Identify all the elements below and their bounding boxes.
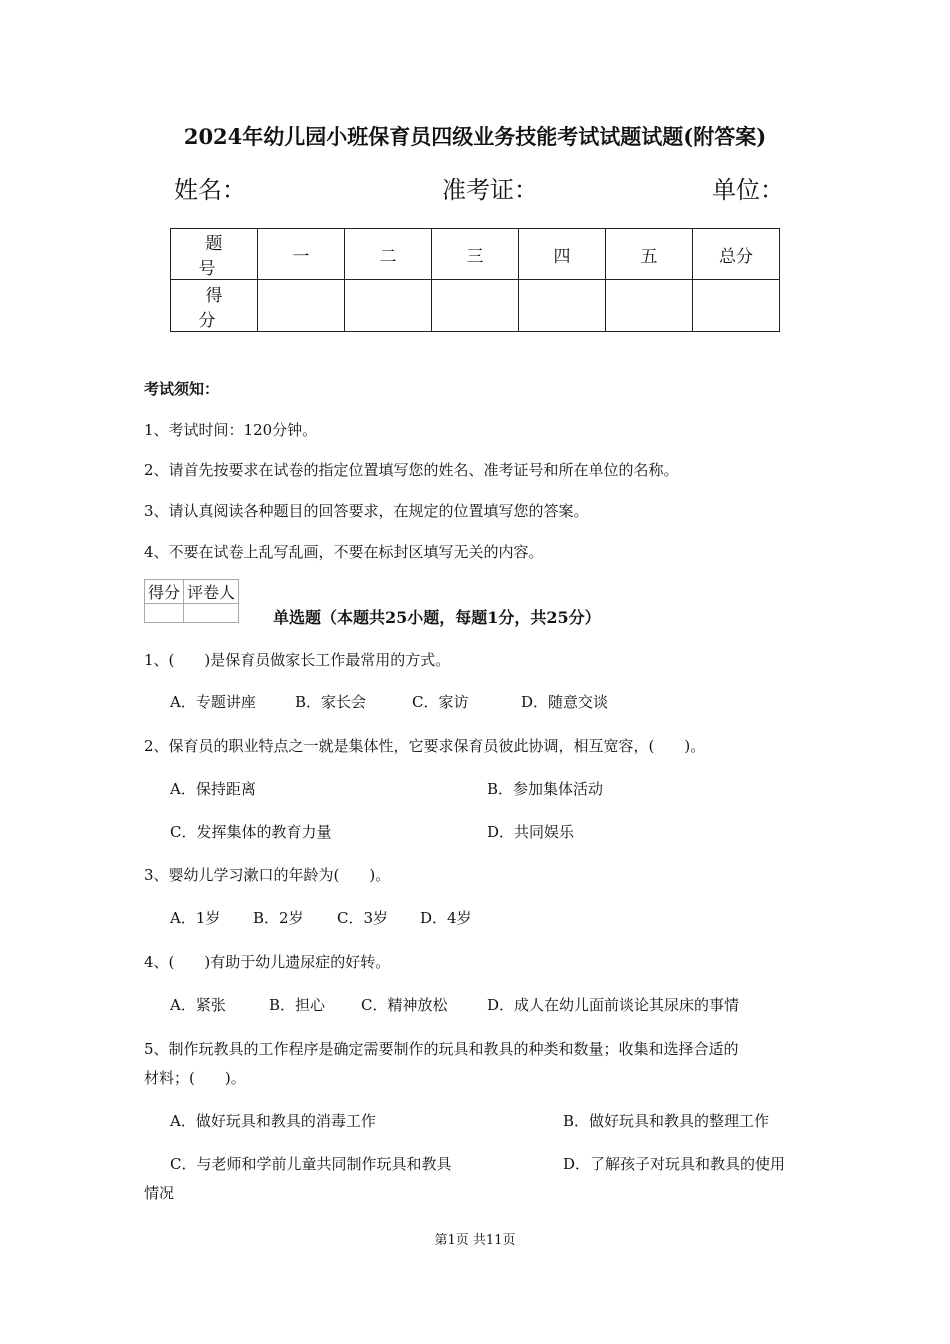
- question-stem-continued: 材料；( )。: [144, 1069, 246, 1087]
- score-table: [170, 228, 780, 332]
- score-table-header-cell: 四: [519, 229, 606, 280]
- grader-box: [144, 579, 239, 623]
- name-label: 姓名：: [174, 176, 246, 204]
- score-row-label: 得 分: [171, 280, 258, 332]
- score-table-header-cell: 题 号: [171, 229, 258, 280]
- question-stem: 4、( )有助于幼儿遗尿症的好转。: [144, 953, 391, 971]
- exam-title: 2024年幼儿园小班保育员四级业务技能考试试题试题(附答案): [183, 124, 767, 149]
- question-stem: 5、制作玩教具的工作程序是确定需要制作的玩具和教具的种类和数量；收集和选择合适的: [144, 1040, 739, 1058]
- answer-option[interactable]: A．保持距离: [170, 780, 256, 798]
- answer-option[interactable]: D．了解孩子对玩具和教具的使用: [563, 1155, 786, 1173]
- score-cell[interactable]: [519, 280, 606, 332]
- score-table-header-cell: 五: [606, 229, 693, 280]
- answer-option[interactable]: C．3岁: [337, 909, 389, 927]
- grader-score-cell[interactable]: [145, 604, 184, 623]
- notice-heading: 考试须知：: [144, 380, 220, 398]
- score-cell[interactable]: [345, 280, 432, 332]
- answer-option[interactable]: D．随意交谈: [521, 693, 609, 711]
- answer-option[interactable]: C．与老师和学前儿童共同制作玩具和教具: [170, 1155, 452, 1173]
- grader-score-label: 得分: [145, 580, 184, 604]
- answer-option[interactable]: C．精神放松: [361, 996, 448, 1014]
- score-cell[interactable]: [258, 280, 345, 332]
- ticket-number-label: 准考证：: [442, 176, 538, 204]
- score-cell[interactable]: [693, 280, 780, 332]
- grader-name-label: 评卷人: [184, 580, 239, 604]
- answer-option[interactable]: D．成人在幼儿面前谈论其尿床的事情: [487, 996, 740, 1014]
- notice-item: 4、不要在试卷上乱写乱画，不要在标封区填写无关的内容。: [144, 543, 544, 561]
- score-table-score-row: [171, 280, 780, 332]
- score-table-header-cell: 二: [345, 229, 432, 280]
- score-table-header-cell: 三: [432, 229, 519, 280]
- answer-option[interactable]: B．2岁: [253, 909, 304, 927]
- answer-option[interactable]: B．担心: [269, 996, 326, 1014]
- notice-item: 3、请认真阅读各种题目的回答要求，在规定的位置填写您的答案。: [144, 502, 589, 520]
- answer-option[interactable]: A．紧张: [170, 996, 226, 1014]
- answer-option[interactable]: B．家长会: [295, 693, 367, 711]
- answer-option[interactable]: C．家访: [412, 693, 469, 711]
- answer-option[interactable]: C．发挥集体的教育力量: [170, 823, 332, 841]
- answer-option[interactable]: D．共同娱乐: [487, 823, 575, 841]
- answer-option[interactable]: B．参加集体活动: [487, 780, 604, 798]
- notice-item: 2、请首先按要求在试卷的指定位置填写您的姓名、准考证号和所在单位的名称。: [144, 461, 679, 479]
- answer-option-wrap: 情况: [144, 1184, 175, 1202]
- question-stem: 3、婴幼儿学习漱口的年龄为( )。: [144, 866, 391, 884]
- answer-option[interactable]: A．专题讲座: [170, 693, 256, 711]
- section-heading: 单选题（本题共25小题，每题1分，共25分）: [273, 608, 601, 627]
- score-cell[interactable]: [432, 280, 519, 332]
- score-table-header-cell: 一: [258, 229, 345, 280]
- grader-name-cell[interactable]: [184, 604, 239, 623]
- answer-option[interactable]: B．做好玩具和教具的整理工作: [563, 1112, 770, 1130]
- score-table-header-cell: 总分: [693, 229, 780, 280]
- answer-option[interactable]: A．做好玩具和教具的消毒工作: [170, 1112, 376, 1130]
- score-cell[interactable]: [606, 280, 693, 332]
- page-footer: 第1页 共11页: [434, 1233, 516, 1248]
- question-stem: 1、( )是保育员做家长工作最常用的方式。: [144, 651, 451, 669]
- notice-item: 1、考试时间：120分钟。: [144, 421, 318, 439]
- answer-option[interactable]: D．4岁: [420, 909, 472, 927]
- answer-option[interactable]: A．1岁: [170, 909, 221, 927]
- question-stem: 2、保育员的职业特点之一就是集体性，它要求保育员彼此协调，相互宽容，( )。: [144, 737, 706, 755]
- score-table-header-row: [171, 229, 780, 280]
- unit-label: 单位：: [712, 176, 784, 204]
